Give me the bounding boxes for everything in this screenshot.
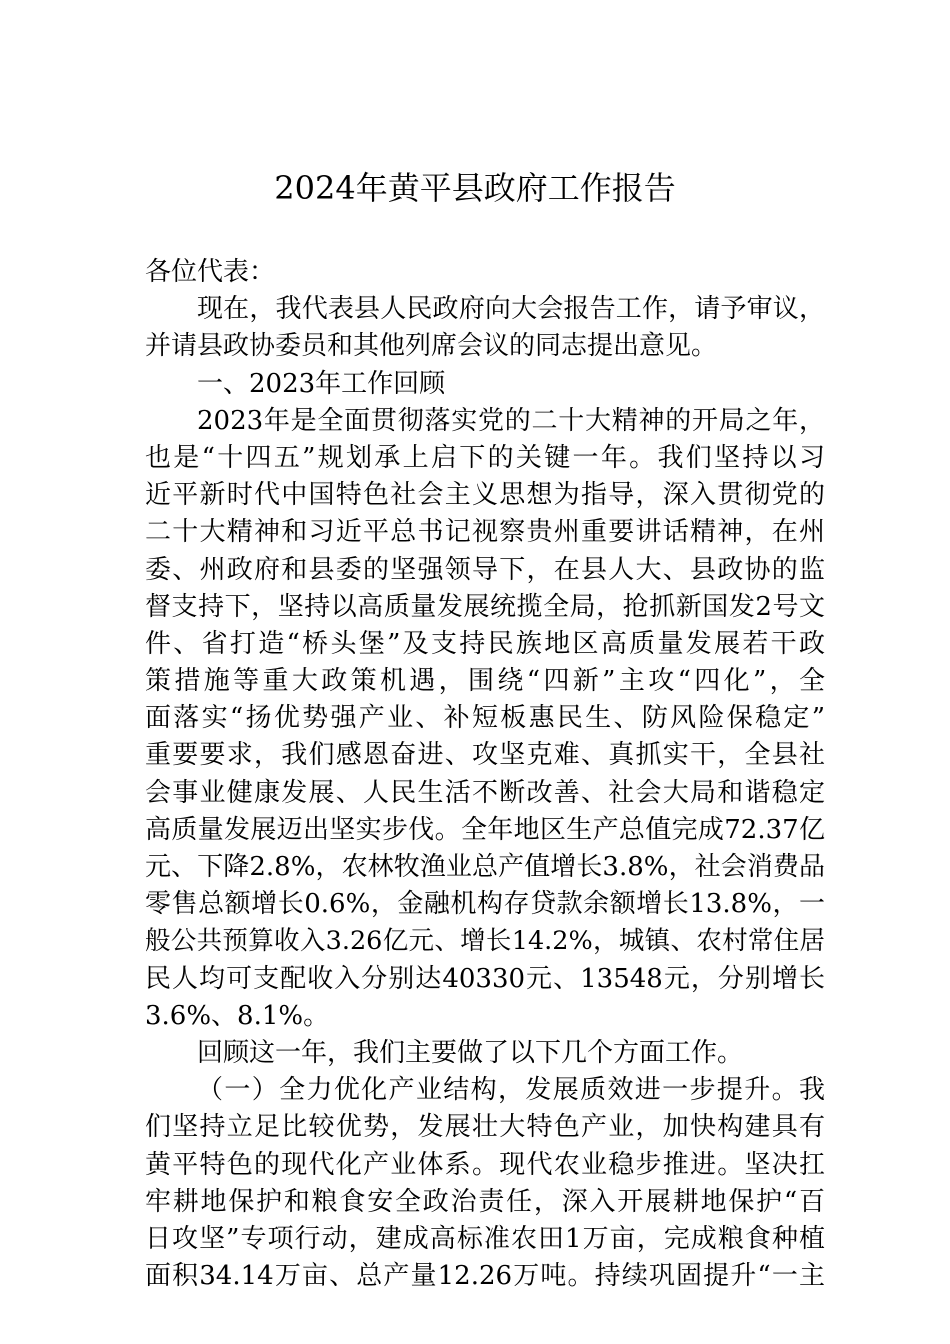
body-line: 也是“十四五”规划承上启下的关键一年。我们坚持以习 (145, 442, 825, 473)
body-line: 近平新时代中国特色社会主义思想为指导，深入贯彻党的 (145, 480, 825, 511)
body-line: 策措施等重大政策机遇，围绕“四新”主攻“四化”，全 (145, 666, 825, 697)
body-line: 一、2023年工作回顾 (197, 368, 446, 399)
body-line: （一）全力优化产业结构，发展质效进一步提升。我 (197, 1075, 825, 1106)
body-line: 二十大精神和习近平总书记视察贵州重要讲话精神，在州 (145, 517, 825, 548)
body-line: 元、下降2.8%，农林牧渔业总产值增长3.8%，社会消费品 (145, 852, 825, 882)
body-line: 牢耕地保护和粮食安全政治责任，深入开展耕地保护“百 (145, 1186, 825, 1217)
body-line: 面积34.14万亩、总产量12.26万吨。持续巩固提升“一主 (145, 1261, 825, 1292)
body-line: 日攻坚”专项行动，建成高标准农田1万亩，完成粮食种植 (145, 1223, 825, 1254)
body-line: 们坚持立足比较优势，发展壮大特色产业，加快构建具有 (145, 1112, 825, 1143)
body-line: 回顾这一年，我们主要做了以下几个方面工作。 (197, 1037, 744, 1068)
salutation: 各位代表： (145, 257, 276, 287)
body-line: 件、省打造“桥头堡”及支持民族地区高质量发展若干政 (145, 628, 825, 659)
document-title: 2024年黄平县政府工作报告 (274, 169, 676, 207)
body-line: 高质量发展迈出坚实步伐。全年地区生产总值完成72.37亿 (145, 814, 825, 845)
body-line: 2023年是全面贯彻落实党的二十大精神的开局之年， (197, 405, 825, 436)
body-line: 并请县政协委员和其他列席会议的同志提出意见。 (145, 331, 718, 362)
document-body (145, 254, 825, 1295)
body-line: 般公共预算收入3.26亿元、增长14.2%，城镇、农村常住居 (145, 926, 825, 957)
body-line: 黄平特色的现代化产业体系。现代农业稳步推进。坚决扛 (145, 1149, 825, 1180)
body-line: 民人均可支配收入分别达40330元、13548元，分别增长 (145, 963, 825, 994)
body-line: 面落实“扬优势强产业、补短板惠民生、防风险保稳定” (145, 703, 825, 734)
body-line: 督支持下，坚持以高质量发展统揽全局，抢抓新国发2号文 (145, 591, 825, 622)
body-line: 委、州政府和县委的坚强领导下，在县人大、县政协的监 (145, 554, 825, 585)
body-line: 现在，我代表县人民政府向大会报告工作，请予审议， (197, 294, 825, 325)
body-line: 重要要求，我们感恩奋进、攻坚克难、真抓实干，全县社 (145, 740, 825, 771)
body-line: 零售总额增长0.6%，金融机构存贷款余额增长13.8%，一 (145, 889, 825, 920)
body-line: 会事业健康发展、人民生活不断改善、社会大局和谐稳定 (145, 777, 825, 808)
body-line: 3.6%、8.1%。 (145, 1000, 330, 1031)
